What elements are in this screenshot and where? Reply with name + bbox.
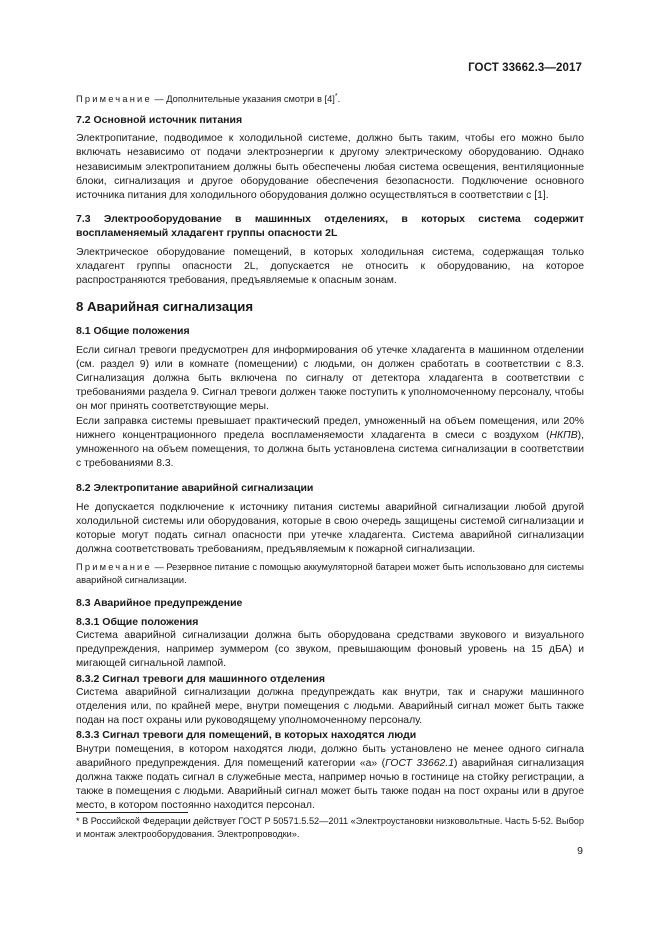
para-text-a: Если заправка системы превышает практический предел, умноженный на объем помещения, или 20% нижнего концентрационного предела воспламеняемости хладагента в смеси с воздухом ( — [76, 415, 584, 441]
page-number: 9 — [577, 845, 583, 857]
footnote-marker: * — [334, 92, 338, 100]
section-8-3-3-title: 8.3.3 Сигнал тревоги для помещений, в которых находятся люди — [76, 729, 417, 742]
note-label: Примечание — [76, 562, 152, 573]
section-7-3-title: 7.3 Электрооборудование в машинных отделениях, в которых система содержит воспламеняемый хладагент группы опасности 2L — [76, 213, 584, 240]
section-8-3-2-title: 8.3.2 Сигнал тревоги для машинного отделения — [76, 672, 325, 685]
note-2 — [76, 561, 584, 587]
section-7-3-body: Электрическое оборудование помещений, в которых холодильная система, содержащая только хладагент группы опасности 2L, допускается не относить к оборудованию, на которое распространяются требования, предъявляемые к опасным зонам. — [76, 246, 584, 287]
doc-code-header: ГОСТ 33662.3—2017 — [468, 62, 582, 74]
section-8-title: 8 Аварийная сигнализация — [76, 299, 254, 315]
section-8-3-1-body: Система аварийной сигнализации должна быть оборудована средствами звукового и визуального предупреждения, например зуммером (со звуком, превышающим фоновый уровень на 15 дБА) и мигающей сигнальной лампой. — [76, 629, 584, 670]
section-7-2-body: Электропитание, подводимое к холодильной системе, должно быть таким, чтобы его можно было включать независимо от подачи электроэнергии к другому электрическому оборудованию. Однако независимым электропитанием должны быть обеспечены любая система освещения, вентиляционные блоки, сигнализация и другое оборудование обеспечения безопасности. Подключение основного источника питания для холодильного оборудования должно осуществляться в соответствии с [1]. — [76, 133, 584, 202]
note-end: . — [337, 94, 341, 104]
note-text: — Дополнительные указания смотри в [4] — [151, 94, 335, 104]
note-label: Примечание — [76, 94, 152, 104]
footnote-divider — [76, 812, 188, 813]
section-8-2-title: 8.2 Электропитание аварийной сигнализации — [76, 482, 314, 495]
standard-ref: ГОСТ 33662.1 — [385, 757, 454, 769]
para-text-a: Внутри помещения, в котором находятся люди, должно быть установлено не менее одного сигнала аварийного предупреждения. Для помещений категории «а» ( — [76, 743, 584, 769]
para-text-b: ) аварийная сигнализация должна также подать сигнал в служебные места, например ночью в гостинице на стойку регистрации, а также в помещения с людьми. Аварийный сигнал может быть также подан на пост охраны или в другое место, в котором постоянно находится персонал. — [76, 757, 584, 812]
section-8-1-title: 8.1 Общие положения — [76, 325, 190, 338]
note-text: — Резервное питание с помощью аккумуляторной батареи может быть использовано для системы аварийной сигнализации. — [76, 562, 584, 586]
footnote: * В Российской Федерации действует ГОСТ Р 50571.5.52—2011 «Электроустановки низковольтные. Часть 5-52. Выбор и монтаж электрооборудования. Электропроводки». — [76, 816, 584, 839]
para-text-b: ), умноженного на объем помещения, то должна быть установлена система сигнализации в соответствии с требованиями 8.3. — [76, 429, 584, 470]
section-8-1-para-1: Если сигнал тревоги предусмотрен для информирования об утечке хладагента в машинном отделении (см. раздел 9) или в комнате (помещении) с людьми, он должен сработать в соответствии с 8.3. Сигнализация должна быть включена по сигналу от детектора хладагента в соответствии с требованиями раздела 9. Сигнал тревоги должен также поступить к уполномоченному персоналу, чтобы он мог принять соответствующие меры. — [76, 344, 584, 413]
section-7-2-title: 7.2 Основной источник питания — [76, 114, 243, 126]
section-8-3-3-body — [76, 743, 584, 814]
note-1 — [76, 93, 584, 106]
para-abbrev: НКПВ — [549, 429, 578, 441]
section-8-3-1-title: 8.3.1 Общие положения — [76, 615, 199, 628]
section-8-3-2-body: Система аварийной сигнализации должна предупреждать как внутри, так и снаружи машинного отделения или, по крайней мере, внутри помещения с людьми. Аварийный сигнал может быть также подан на пост охраны или руководящему уполномоченному персоналу. — [76, 686, 584, 727]
section-8-1-para-2 — [76, 415, 584, 472]
section-8-2-body: Не допускается подключение к источнику питания системы аварийной сигнализации любой другой холодильной системы или оборудования, которые в свою очередь защищены системой сигнализации и которые могут подать сигнал опасности при утечке хладагента. Система аварийной сигнализации должна соответствовать требованиям, предъявляемым к пожарной сигнализации. — [76, 501, 584, 556]
page-content — [76, 93, 584, 814]
section-8-3-title: 8.3 Аварийное предупреждение — [76, 597, 243, 610]
